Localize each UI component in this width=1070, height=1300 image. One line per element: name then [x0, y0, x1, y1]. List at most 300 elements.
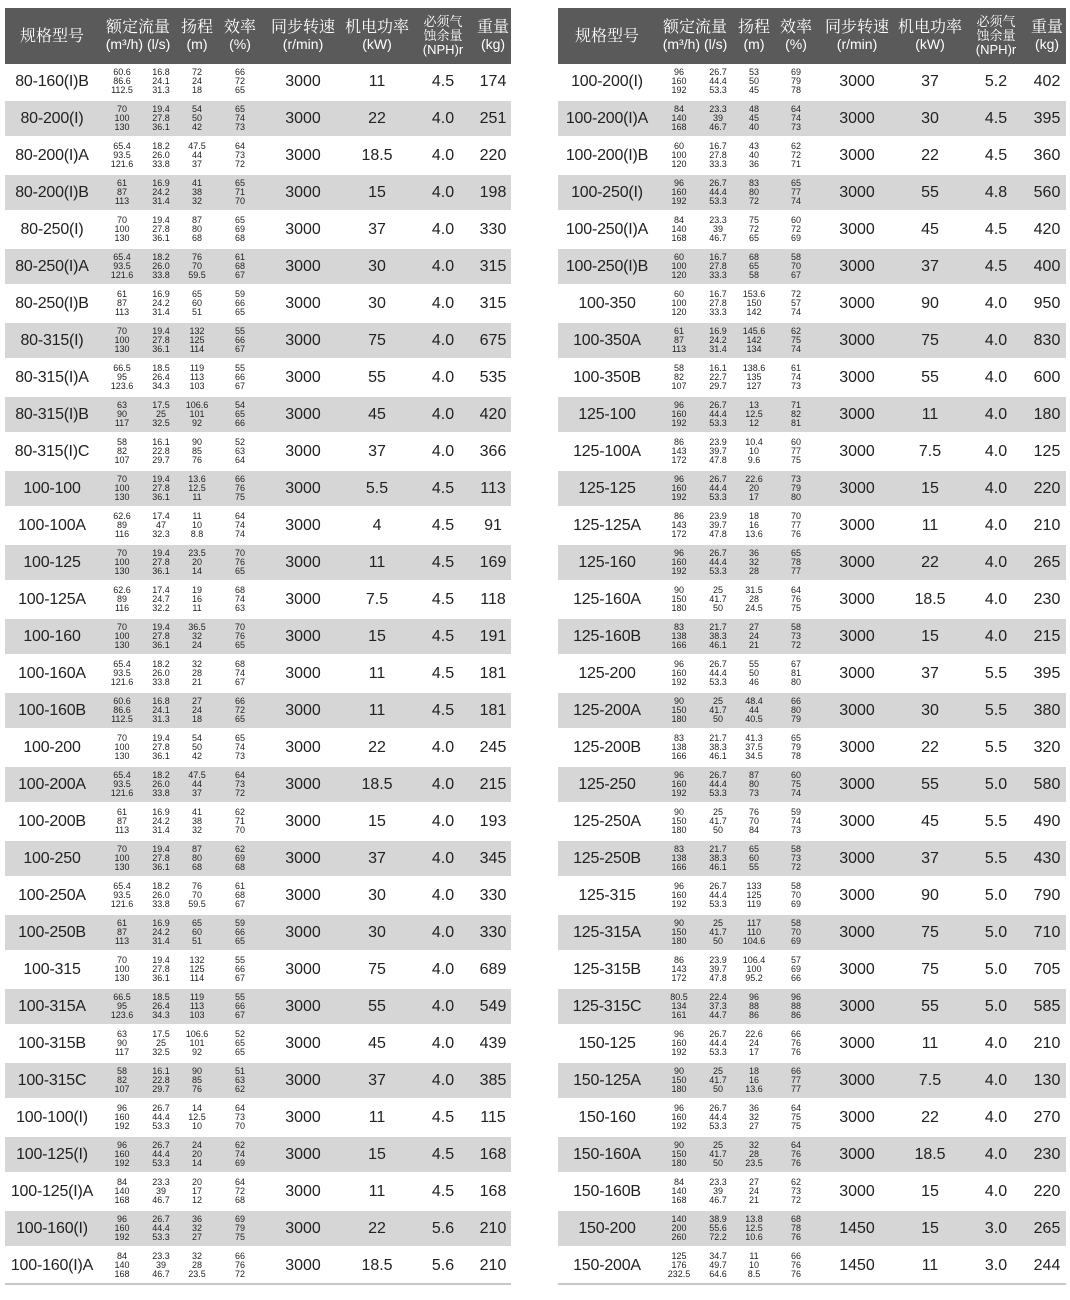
- head-cell-value: 9.6: [747, 455, 761, 465]
- flow-m3h-cell-value: 160: [114, 1223, 130, 1233]
- efficiency-cell-value: 73: [791, 474, 802, 484]
- head-cell-value: 46: [749, 677, 760, 687]
- weight-cell: 210: [475, 1210, 511, 1247]
- head-cell-value: 119: [746, 899, 762, 909]
- efficiency-cell-value: 60: [791, 215, 802, 225]
- speed-cell: 3000: [263, 840, 343, 877]
- flow-m3h-cell-value: 130: [114, 862, 130, 872]
- flow-m3h-cell-value: 87: [116, 927, 127, 937]
- efficiency-cell-value: 73: [791, 1186, 802, 1196]
- efficiency-cell-value: 58: [791, 252, 802, 262]
- head-cell-value: 103: [189, 1010, 205, 1020]
- flow-ls-cell-value: 36.1: [152, 233, 170, 243]
- weight-cell: 245: [475, 729, 511, 766]
- efficiency-cell-value: 66: [791, 973, 802, 983]
- model-cell: 100-200(I)B: [558, 137, 656, 174]
- power-cell: 75: [896, 322, 964, 359]
- head-cell-value: 117: [746, 918, 762, 928]
- npsh-cell: 5.2: [964, 64, 1028, 100]
- flow-ls-cell-value: 26.7: [709, 659, 727, 669]
- head-cell-value: 17: [749, 1047, 760, 1057]
- head-cell: [177, 1173, 217, 1210]
- flow-ls-cell: [145, 951, 177, 988]
- flow-m3h-cell-value: 84: [673, 1177, 684, 1187]
- flow-ls-cell-value: 39.7: [709, 964, 727, 974]
- speed-cell: 3000: [818, 914, 896, 951]
- npsh-cell: 5.0: [964, 914, 1028, 951]
- head-cell-value: 76: [192, 455, 203, 465]
- efficiency-cell: [774, 285, 818, 322]
- flow-ls-cell: [145, 840, 177, 877]
- efficiency-cell: [217, 618, 263, 655]
- flow-ls-cell-value: 53.3: [709, 1047, 727, 1057]
- weight-cell: 191: [475, 618, 511, 655]
- flow-ls-cell-value: 17.5: [152, 400, 170, 410]
- head-cell: [734, 396, 774, 433]
- flow-ls-cell-value: 21.7: [709, 844, 727, 854]
- efficiency-cell-value: 64: [235, 455, 246, 465]
- head-cell-value: 41.3: [745, 733, 763, 743]
- flow-ls-cell-value: 27.8: [152, 557, 170, 567]
- model-cell: 125-160A: [558, 581, 656, 618]
- model-cell: 100-350B: [558, 359, 656, 396]
- weight-cell: 210: [475, 1247, 511, 1284]
- flow-m3h-cell-value: 93.5: [113, 779, 131, 789]
- power-cell: 45: [896, 211, 964, 248]
- speed-cell: 3000: [818, 137, 896, 174]
- flow-m3h-cell-value: 160: [671, 890, 687, 900]
- flow-m3h-cell-value: 160: [114, 1149, 130, 1159]
- head-cell-value: 24: [192, 705, 203, 715]
- flow-ls-cell-value: 25: [713, 918, 724, 928]
- efficiency-cell-value: 68: [235, 585, 246, 595]
- speed-cell: 3000: [263, 322, 343, 359]
- efficiency-cell: [774, 396, 818, 433]
- flow-m3h-cell-value: 90: [116, 409, 127, 419]
- head-cell: [734, 248, 774, 285]
- model-cell: 100-100: [5, 470, 99, 507]
- efficiency-cell: [217, 877, 263, 914]
- model-cell: 100-350: [558, 285, 656, 322]
- model-cell: 100-250(I): [558, 174, 656, 211]
- flow-m3h-cell-value: 140: [114, 1260, 130, 1270]
- model-cell: 80-250(I)A: [5, 248, 99, 285]
- flow-m3h-cell: [656, 470, 702, 507]
- flow-ls-cell-value: 32.5: [152, 1047, 170, 1057]
- table-row: [5, 618, 511, 655]
- head-cell: [734, 1247, 774, 1284]
- flow-m3h-cell-value: 100: [671, 298, 687, 308]
- speed-cell: 3000: [263, 285, 343, 322]
- power-cell: 37: [343, 211, 411, 248]
- flow-m3h-cell-value: 120: [671, 270, 687, 280]
- model-cell: 80-315(I)B: [5, 396, 99, 433]
- flow-m3h-cell-value: 83: [673, 844, 684, 854]
- flow-m3h-cell-value: 100: [114, 113, 130, 123]
- table-row: [5, 359, 511, 396]
- speed-cell: 3000: [818, 766, 896, 803]
- speed-cell: 3000: [818, 877, 896, 914]
- flow-ls-cell: [145, 988, 177, 1025]
- speed-cell: 3000: [818, 1173, 896, 1210]
- head-cell-value: 38: [192, 187, 203, 197]
- flow-m3h-cell-value: 130: [114, 492, 130, 502]
- weight-cell: 366: [475, 433, 511, 470]
- flow-m3h-cell-value: 192: [671, 566, 687, 576]
- npsh-cell: 4.0: [411, 248, 475, 285]
- weight-cell: 220: [475, 137, 511, 174]
- efficiency-cell-value: 79: [791, 483, 802, 493]
- speed-cell: 3000: [263, 1136, 343, 1173]
- speed-cell: 3000: [818, 988, 896, 1025]
- flow-ls-cell: [145, 470, 177, 507]
- efficiency-cell-value: 72: [791, 1195, 802, 1205]
- npsh-cell: 4.0: [964, 618, 1028, 655]
- speed-cell: 3000: [818, 1025, 896, 1062]
- weight-cell: 210: [1028, 1025, 1066, 1062]
- flow-m3h-cell-value: 84: [116, 1177, 127, 1187]
- head-cell: [177, 396, 217, 433]
- header-weight: [1028, 8, 1066, 64]
- flow-ls-cell: [145, 766, 177, 803]
- head-cell-value: 70: [749, 816, 760, 826]
- flow-m3h-cell-value: 160: [671, 76, 687, 86]
- flow-ls-cell-value: 50: [713, 714, 724, 724]
- table-row: [5, 100, 511, 137]
- table-body-left: [5, 64, 511, 1284]
- head-cell-value: 87: [749, 770, 760, 780]
- speed-cell: 3000: [263, 1025, 343, 1062]
- npsh-cell: 4.0: [411, 877, 475, 914]
- flow-ls-cell-value: 44.4: [709, 668, 727, 678]
- table-row: [5, 692, 511, 729]
- header-power-unit: (kW): [915, 36, 945, 52]
- npsh-cell: 5.0: [964, 951, 1028, 988]
- flow-ls-cell-value: 44.4: [709, 483, 727, 493]
- flow-ls-cell-value: 27.8: [152, 113, 170, 123]
- head-cell-value: 65: [192, 289, 203, 299]
- flow-m3h-cell-value: 120: [671, 159, 687, 169]
- head-cell-value: 28: [192, 668, 203, 678]
- table-row: [558, 1099, 1066, 1136]
- efficiency-cell: [217, 433, 263, 470]
- head-cell-value: 11: [749, 1251, 759, 1261]
- flow-ls-cell-value: 44.7: [709, 1010, 727, 1020]
- speed-cell: 3000: [818, 359, 896, 396]
- flow-ls-cell-value: 23.3: [152, 1251, 170, 1261]
- flow-m3h-cell-value: 150: [671, 927, 687, 937]
- header-speed-unit: (r/min): [836, 36, 878, 52]
- efficiency-cell-value: 86: [791, 1010, 802, 1020]
- flow-ls-cell-value: 39.7: [709, 446, 727, 456]
- efficiency-cell-value: 69: [791, 964, 802, 974]
- efficiency-cell-value: 66: [791, 1066, 802, 1076]
- flow-ls-cell-value: 16.1: [152, 1066, 170, 1076]
- head-cell-value: 60: [192, 298, 203, 308]
- power-cell: 11: [896, 507, 964, 544]
- head-cell-value: 68: [192, 233, 203, 243]
- flow-ls-cell: [145, 1173, 177, 1210]
- flow-m3h-cell: [99, 322, 145, 359]
- header-flow-unit-m3h: (m³/h): [105, 36, 144, 52]
- flow-ls-cell: [702, 1062, 734, 1099]
- flow-ls-cell: [702, 396, 734, 433]
- flow-ls-cell-value: 47: [156, 520, 167, 530]
- flow-ls-cell-value: 18.5: [152, 992, 170, 1002]
- model-cell: 125-200A: [558, 692, 656, 729]
- flow-ls-cell-value: 53.3: [152, 1232, 170, 1242]
- flow-ls-cell-value: 41.7: [709, 705, 727, 715]
- head-cell: [177, 1136, 217, 1173]
- efficiency-cell: [217, 692, 263, 729]
- table-row: [5, 1062, 511, 1099]
- table-row: [558, 285, 1066, 322]
- weight-cell: 220: [1028, 470, 1066, 507]
- speed-cell: 3000: [818, 211, 896, 248]
- head-cell: [177, 137, 217, 174]
- npsh-cell: 4.0: [411, 914, 475, 951]
- flow-ls-cell-value: 50: [713, 936, 724, 946]
- flow-ls-cell-value: 44.4: [152, 1149, 170, 1159]
- head-cell-value: 125: [746, 890, 762, 900]
- head-cell-value: 134: [746, 344, 762, 354]
- head-cell-value: 32: [192, 825, 203, 835]
- flow-m3h-cell-value: 180: [671, 714, 687, 724]
- efficiency-cell-value: 67: [235, 270, 246, 280]
- weight-cell: 675: [475, 322, 511, 359]
- npsh-cell: 4.0: [411, 988, 475, 1025]
- efficiency-cell-value: 66: [235, 927, 246, 937]
- head-cell-value: 32: [749, 1140, 760, 1150]
- flow-m3h-cell-value: 192: [671, 492, 687, 502]
- flow-ls-cell-value: 16.1: [709, 363, 727, 373]
- flow-ls-cell-value: 22.4: [709, 992, 727, 1002]
- flow-m3h-cell-value: 90: [673, 696, 684, 706]
- efficiency-cell-value: 65: [235, 1047, 246, 1057]
- power-cell: 11: [343, 544, 411, 581]
- head-cell-value: 106.6: [185, 1029, 209, 1039]
- npsh-cell: 4.5: [411, 544, 475, 581]
- flow-ls-cell-value: 27.8: [152, 853, 170, 863]
- speed-cell: 3000: [818, 1062, 896, 1099]
- efficiency-cell-value: 67: [791, 659, 802, 669]
- npsh-cell: 4.0: [964, 581, 1028, 618]
- weight-cell: 168: [475, 1136, 511, 1173]
- table-row: [5, 470, 511, 507]
- model-cell: 150-125: [558, 1025, 656, 1062]
- flow-ls-cell-value: 29.7: [152, 1084, 170, 1094]
- head-cell-value: 14: [192, 1158, 203, 1168]
- table-row: [558, 248, 1066, 285]
- efficiency-cell-value: 73: [235, 751, 246, 761]
- efficiency-cell-value: 74: [235, 594, 246, 604]
- header-efficiency: [217, 8, 263, 64]
- efficiency-cell: [217, 951, 263, 988]
- table-row: [558, 211, 1066, 248]
- npsh-cell: 4.0: [964, 507, 1028, 544]
- efficiency-cell-value: 58: [791, 918, 802, 928]
- efficiency-cell-value: 64: [235, 770, 246, 780]
- flow-ls-cell-value: 26.0: [152, 779, 170, 789]
- table-row: [558, 1173, 1066, 1210]
- efficiency-cell-value: 70: [791, 890, 802, 900]
- efficiency-cell: [217, 914, 263, 951]
- efficiency-cell-value: 67: [235, 973, 246, 983]
- head-cell-value: 68: [192, 862, 203, 872]
- power-cell: 7.5: [896, 433, 964, 470]
- flow-m3h-cell-value: 150: [671, 1149, 687, 1159]
- flow-ls-cell-value: 26.7: [709, 178, 727, 188]
- flow-m3h-cell-value: 130: [114, 566, 130, 576]
- flow-m3h-cell-value: 96: [673, 67, 684, 77]
- flow-m3h-cell-value: 60: [673, 252, 684, 262]
- table-row: [558, 470, 1066, 507]
- efficiency-cell-value: 65: [791, 548, 802, 558]
- flow-ls-cell-value: 27.8: [152, 742, 170, 752]
- head-cell-value: 60: [192, 927, 203, 937]
- head-cell: [177, 729, 217, 766]
- flow-m3h-cell: [656, 803, 702, 840]
- flow-ls-cell-value: 50: [713, 1084, 724, 1094]
- efficiency-cell-value: 51: [235, 1066, 246, 1076]
- head-cell-value: 12.5: [745, 409, 763, 419]
- flow-m3h-cell: [99, 655, 145, 692]
- efficiency-cell-value: 76: [791, 1047, 802, 1057]
- efficiency-cell: [774, 729, 818, 766]
- table-row: [558, 507, 1066, 544]
- head-cell-value: 12: [749, 418, 760, 428]
- model-cell: 150-200: [558, 1210, 656, 1247]
- efficiency-cell-value: 69: [791, 899, 802, 909]
- flow-m3h-cell-value: 58: [116, 1066, 127, 1076]
- power-cell: 22: [343, 100, 411, 137]
- weight-cell: 220: [1028, 1173, 1066, 1210]
- flow-m3h-cell-value: 96: [673, 1103, 684, 1113]
- model-cell: 125-100A: [558, 433, 656, 470]
- npsh-cell: 5.5: [964, 803, 1028, 840]
- efficiency-cell-value: 61: [235, 881, 246, 891]
- efficiency-cell-value: 73: [791, 853, 802, 863]
- table-row: [558, 951, 1066, 988]
- power-cell: 11: [896, 396, 964, 433]
- power-cell: 11: [343, 1173, 411, 1210]
- weight-cell: 400: [1028, 248, 1066, 285]
- table-row: [5, 1173, 511, 1210]
- flow-ls-cell: [702, 803, 734, 840]
- head-cell: [734, 433, 774, 470]
- flow-ls-cell: [145, 174, 177, 211]
- table-row: [558, 655, 1066, 692]
- npsh-cell: 4.5: [411, 507, 475, 544]
- table-row: [558, 914, 1066, 951]
- flow-ls-cell-value: 31.3: [152, 714, 170, 724]
- head-cell: [734, 1210, 774, 1247]
- flow-ls-cell: [145, 137, 177, 174]
- table-row: [5, 1099, 511, 1136]
- efficiency-cell-value: 64: [791, 1103, 802, 1113]
- flow-m3h-cell-value: 121.6: [110, 899, 134, 909]
- efficiency-cell-value: 58: [791, 881, 802, 891]
- head-cell: [734, 618, 774, 655]
- table-row: [558, 100, 1066, 137]
- header-flow-unit-ls: (l/s): [146, 36, 171, 52]
- table-row: [558, 803, 1066, 840]
- flow-ls-cell-value: 31.4: [152, 825, 170, 835]
- head-cell: [177, 507, 217, 544]
- model-cell: 80-200(I)A: [5, 137, 99, 174]
- efficiency-cell-value: 66: [791, 1251, 802, 1261]
- flow-m3h-cell-value: 95: [116, 372, 127, 382]
- npsh-cell: 4.0: [411, 100, 475, 137]
- table-row: [558, 64, 1066, 100]
- head-cell: [734, 877, 774, 914]
- efficiency-cell: [774, 211, 818, 248]
- power-cell: 55: [896, 766, 964, 803]
- flow-ls-cell-value: 32.2: [152, 603, 170, 613]
- speed-cell: 1450: [818, 1247, 896, 1284]
- header-power-label: 机电功率: [898, 19, 963, 36]
- weight-cell: 360: [1028, 137, 1066, 174]
- efficiency-cell-value: 78: [791, 557, 802, 567]
- head-cell-value: 22.6: [745, 474, 763, 484]
- efficiency-cell-value: 75: [791, 603, 802, 613]
- weight-cell: 215: [475, 766, 511, 803]
- efficiency-cell: [217, 1173, 263, 1210]
- model-cell: 100-200B: [5, 803, 99, 840]
- flow-ls-cell-value: 19.4: [152, 733, 170, 743]
- head-cell: [177, 766, 217, 803]
- header-flow-label: 额定流量: [106, 19, 171, 36]
- header-speed-label: 同步转速: [825, 19, 890, 36]
- head-cell-value: 72: [749, 196, 760, 206]
- speed-cell: 3000: [818, 1136, 896, 1173]
- flow-m3h-cell-value: 172: [671, 973, 687, 983]
- flow-ls-cell-value: 47.8: [709, 455, 727, 465]
- efficiency-cell: [774, 988, 818, 1025]
- head-cell-value: 70: [192, 261, 203, 271]
- flow-ls-cell-value: 38.3: [709, 631, 727, 641]
- flow-ls-cell-value: 44.4: [152, 1112, 170, 1122]
- flow-ls-cell-value: 25: [156, 1038, 167, 1048]
- weight-cell: 385: [475, 1062, 511, 1099]
- weight-cell: 210: [1028, 507, 1066, 544]
- weight-cell: 710: [1028, 914, 1066, 951]
- flow-m3h-cell: [99, 618, 145, 655]
- efficiency-cell-value: 73: [791, 631, 802, 641]
- flow-ls-cell: [145, 692, 177, 729]
- flow-m3h-cell-value: 84: [116, 1251, 127, 1261]
- flow-ls-cell-value: 53.3: [152, 1158, 170, 1168]
- flow-m3h-cell-value: 100: [114, 557, 130, 567]
- speed-cell: 3000: [263, 914, 343, 951]
- speed-cell: 3000: [263, 951, 343, 988]
- head-cell-value: 41: [192, 178, 203, 188]
- head-cell-value: 87: [192, 215, 203, 225]
- efficiency-cell-value: 70: [235, 548, 246, 558]
- flow-m3h-cell: [99, 692, 145, 729]
- efficiency-cell-value: 54: [235, 400, 246, 410]
- flow-ls-cell-value: 18.2: [152, 881, 170, 891]
- flow-m3h-cell-value: 160: [671, 409, 687, 419]
- head-cell-value: 125: [189, 964, 205, 974]
- efficiency-cell: [774, 359, 818, 396]
- npsh-cell: 4.5: [411, 64, 475, 100]
- flow-m3h-cell-value: 112.5: [111, 714, 133, 724]
- npsh-cell: 5.6: [411, 1210, 475, 1247]
- head-cell-value: 32: [192, 659, 203, 669]
- head-cell-value: 114: [189, 973, 205, 983]
- power-cell: 30: [343, 248, 411, 285]
